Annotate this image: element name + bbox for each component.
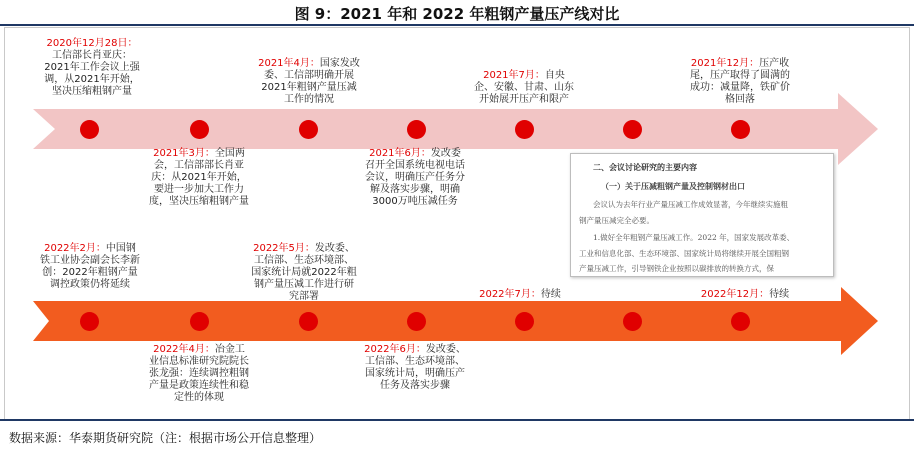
title-bar [0, 0, 914, 26]
document-line: 会议认为去年行业产量压减工作成效显著，今年继续实施粗 [593, 200, 788, 209]
document-line: 1.做好全年粗钢产量压减工作。2022 年，国家发展改革委、 [593, 233, 795, 242]
event-date: 2021年6月： [369, 148, 431, 159]
event-text: 待续 [540, 289, 561, 300]
timeline-dot-2021 [80, 120, 99, 139]
event-text: 发改委、工信部、生态环境部、国家统计局，明确压产任务及落实步骤 [365, 344, 466, 391]
figure-title: 图 9：2021 年和 2022 年粗钢产量压产线对比 [294, 5, 620, 23]
event-date: 2022年12月： [700, 289, 770, 300]
source-note: 数据来源：华泰期货研究院（注：根据市场公开信息整理） [9, 431, 322, 445]
timeline-dot-2022 [299, 312, 318, 331]
document-line: 产量压减工作，引导钢铁企业按照以碳排放的转换方式，保 [579, 264, 774, 273]
timeline-dot-2021 [190, 120, 209, 139]
document-line: 工业和信息化部、生态环境部、国家统计局将继续开展全国粗钢 [579, 249, 789, 258]
event-text: 工信部长肖亚庆：2021年工作会议上强调，从2021年开始，坚决压缩粗钢产量 [44, 50, 140, 97]
timeline-dot-2021 [515, 120, 534, 139]
document-line: 钢产量压减完全必要。 [579, 216, 654, 225]
event-date: 2021年3月： [153, 148, 215, 159]
event-text: 发改委、工信部、生态环境部、国家统计局就2022年粗钢产量压减工作进行研究部署 [251, 243, 357, 302]
timeline-dot-2022 [623, 312, 642, 331]
event-2022-02 [40, 243, 140, 291]
event-date: 2021年12月： [690, 58, 760, 69]
timeline-dot-2022 [515, 312, 534, 331]
event-date: 2022年2月： [44, 243, 106, 254]
event-2021-07 [474, 70, 574, 106]
event-text: 发改委召开全国系统电视电话会议，明确压产任务分解及落实步骤，明确3000万吨压减任务 [365, 148, 465, 207]
event-date: 2022年6月： [364, 344, 426, 355]
event-date: 2020年12月28日： [46, 38, 138, 49]
event-text: 国家发改委、工信部明确开展2021年粗钢产量压减工作的情况 [261, 58, 360, 105]
document-subheading: （一）关于压减粗钢产量及控制钢材出口 [601, 181, 745, 191]
event-text: 全国两会，工信部部长肖亚庆：从2021年开始，要进一步加大工作力度，坚决压缩粗钢产量 [149, 148, 249, 207]
timeline-dot-2022 [731, 312, 750, 331]
event-2022-06 [362, 344, 468, 392]
timeline-dot-2021 [731, 120, 750, 139]
timeline-dot-2022 [190, 312, 209, 331]
event-text: 自央企、安徽、甘肃、山东开始展开压产和限产 [474, 70, 574, 105]
event-text: 冶金工业信息标准研究院院长张龙强：连续调控粗钢产量是政策连续性和稳定性的体现 [149, 344, 249, 403]
event-date: 2022年5月： [253, 243, 315, 254]
timeline-dot-2021 [299, 120, 318, 139]
event-date: 2022年7月： [479, 289, 541, 300]
document-heading: 二、会议讨论研究的主要内容 [593, 162, 697, 172]
event-date: 2022年4月： [153, 344, 215, 355]
event-2021-03 [149, 148, 249, 208]
event-date: 2021年7月： [483, 70, 545, 81]
event-date: 2021年4月： [258, 58, 320, 69]
event-2022-12 [690, 289, 800, 301]
timeline-dot-2022 [407, 312, 426, 331]
event-2022-07 [470, 289, 570, 301]
event-text: 中国钢铁工业协会副会长李新创：2022年粗钢产量调控政策仍将延续 [40, 243, 140, 290]
event-2022-05 [251, 243, 357, 303]
source-bar [0, 419, 914, 452]
event-2022-04 [149, 344, 249, 404]
event-text: 压产收尾，压产取得了圆满的成功：减量降，铁矿价格回落 [690, 58, 790, 105]
event-2021-04 [258, 58, 360, 106]
event-2021-12 [690, 58, 790, 106]
event-text: 待续 [769, 289, 790, 300]
event-2021-06 [365, 148, 465, 208]
event-2020-12-28 [43, 38, 141, 98]
document-excerpt [570, 153, 834, 277]
timeline-dot-2021 [623, 120, 642, 139]
timeline-dot-2022 [80, 312, 99, 331]
timeline-dot-2021 [407, 120, 426, 139]
